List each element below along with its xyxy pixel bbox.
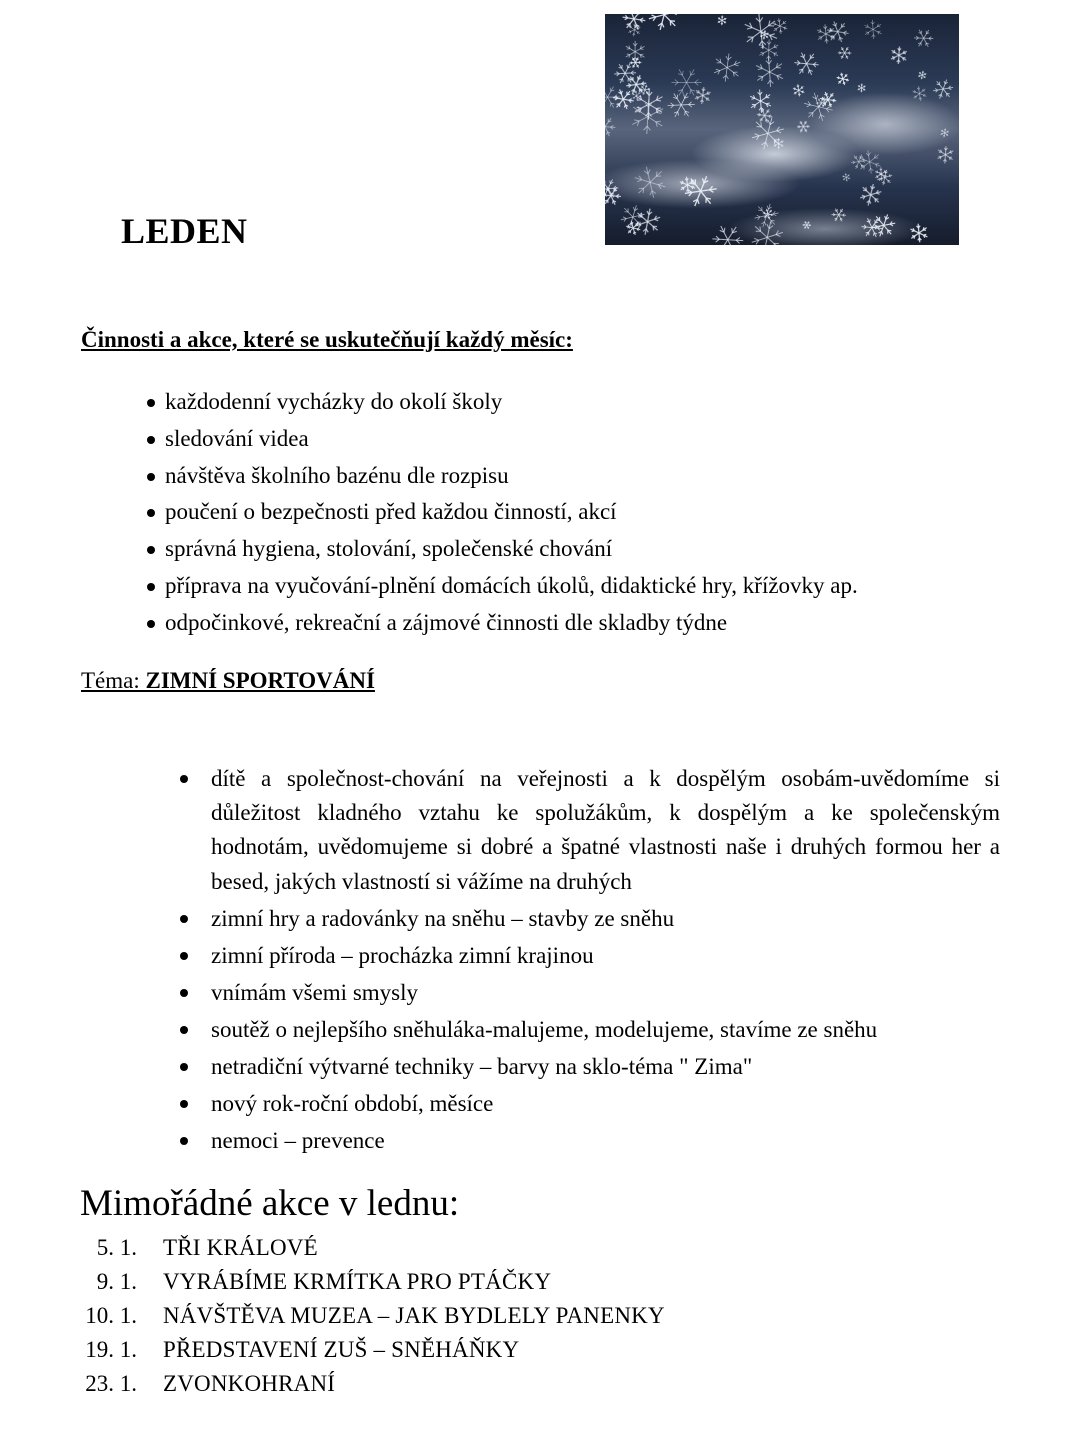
list-item: soutěž o nejlepšího sněhuláka-malujeme, modelujeme, stavíme ze sněhu — [177, 1013, 1000, 1047]
list-item: poučení o bezpečnosti před každou činností, akcí — [145, 494, 858, 531]
event-name: VYRÁBÍME KRMÍTKA PRO PTÁČKY — [163, 1269, 552, 1294]
event-date: 23. 1. — [85, 1371, 137, 1396]
page-title: LEDEN — [121, 211, 248, 251]
list-item: nemoci – prevence — [177, 1124, 1000, 1158]
list-item: každodenní vycházky do okolí školy — [145, 384, 858, 421]
event-date: 5. 1. — [96, 1235, 137, 1260]
list-item: zimní příroda – procházka zimní krajinou — [177, 939, 1000, 973]
list-item: vnímám všemi smysly — [177, 976, 1000, 1010]
event-row — [80, 1231, 665, 1265]
list-item: zimní hry a radovánky na sněhu – stavby ze sněhu — [177, 902, 1000, 936]
frost-photo — [605, 14, 959, 245]
monthly-activities-heading: Činnosti a akce, které se uskutečňují každý měsíc: — [81, 327, 573, 352]
special-events-list — [80, 1231, 665, 1401]
snowflake-crystals-icon — [605, 14, 959, 245]
theme-value: ZIMNÍ SPORTOVÁNÍ — [145, 668, 375, 693]
list-item: návštěva školního bazénu dle rozpisu — [145, 458, 858, 495]
monthly-activities-list — [145, 384, 858, 642]
event-name: ZVONKOHRANÍ — [163, 1371, 336, 1396]
event-date: 19. 1. — [85, 1337, 137, 1362]
event-name: NÁVŠTĚVA MUZEA – JAK BYDLELY PANENKY — [163, 1303, 665, 1328]
theme-line — [81, 668, 375, 694]
event-date: 10. 1. — [85, 1303, 137, 1328]
event-name: PŘEDSTAVENÍ ZUŠ – SNĚHÁŇKY — [163, 1337, 520, 1362]
list-item: odpočinkové, rekreační a zájmové činnosti dle skladby týdne — [145, 605, 858, 642]
special-events-heading: Mimořádné akce v lednu: — [80, 1183, 460, 1224]
event-row — [80, 1299, 665, 1333]
event-row — [80, 1333, 665, 1367]
event-date: 9. 1. — [96, 1269, 137, 1294]
list-item: nový rok-roční období, měsíce — [177, 1087, 1000, 1121]
theme-label: Téma: — [81, 668, 146, 693]
list-item: dítě a společnost-chování na veřejnosti a k dospělým osobám-uvědomíme si důležitost kladného vztahu ke spolužákům, k dospělým a ke společenským hodnotám, uvědomujeme si dobré a špatné vlastnosti naše i druhých formou her a besed, jakých vlastností si vážíme na druhých — [177, 762, 1000, 899]
theme-activities-list — [177, 762, 1000, 1161]
list-item: sledování videa — [145, 421, 858, 458]
list-item: netradiční výtvarné techniky – barvy na sklo-téma " Zima" — [177, 1050, 1000, 1084]
list-item: příprava na vyučování-plnění domácích úkolů, didaktické hry, křížovky ap. — [145, 568, 858, 605]
event-name: TŘI KRÁLOVÉ — [163, 1235, 318, 1260]
event-row — [80, 1367, 665, 1401]
event-row — [80, 1265, 665, 1299]
list-item: správná hygiena, stolování, společenské chování — [145, 531, 858, 568]
